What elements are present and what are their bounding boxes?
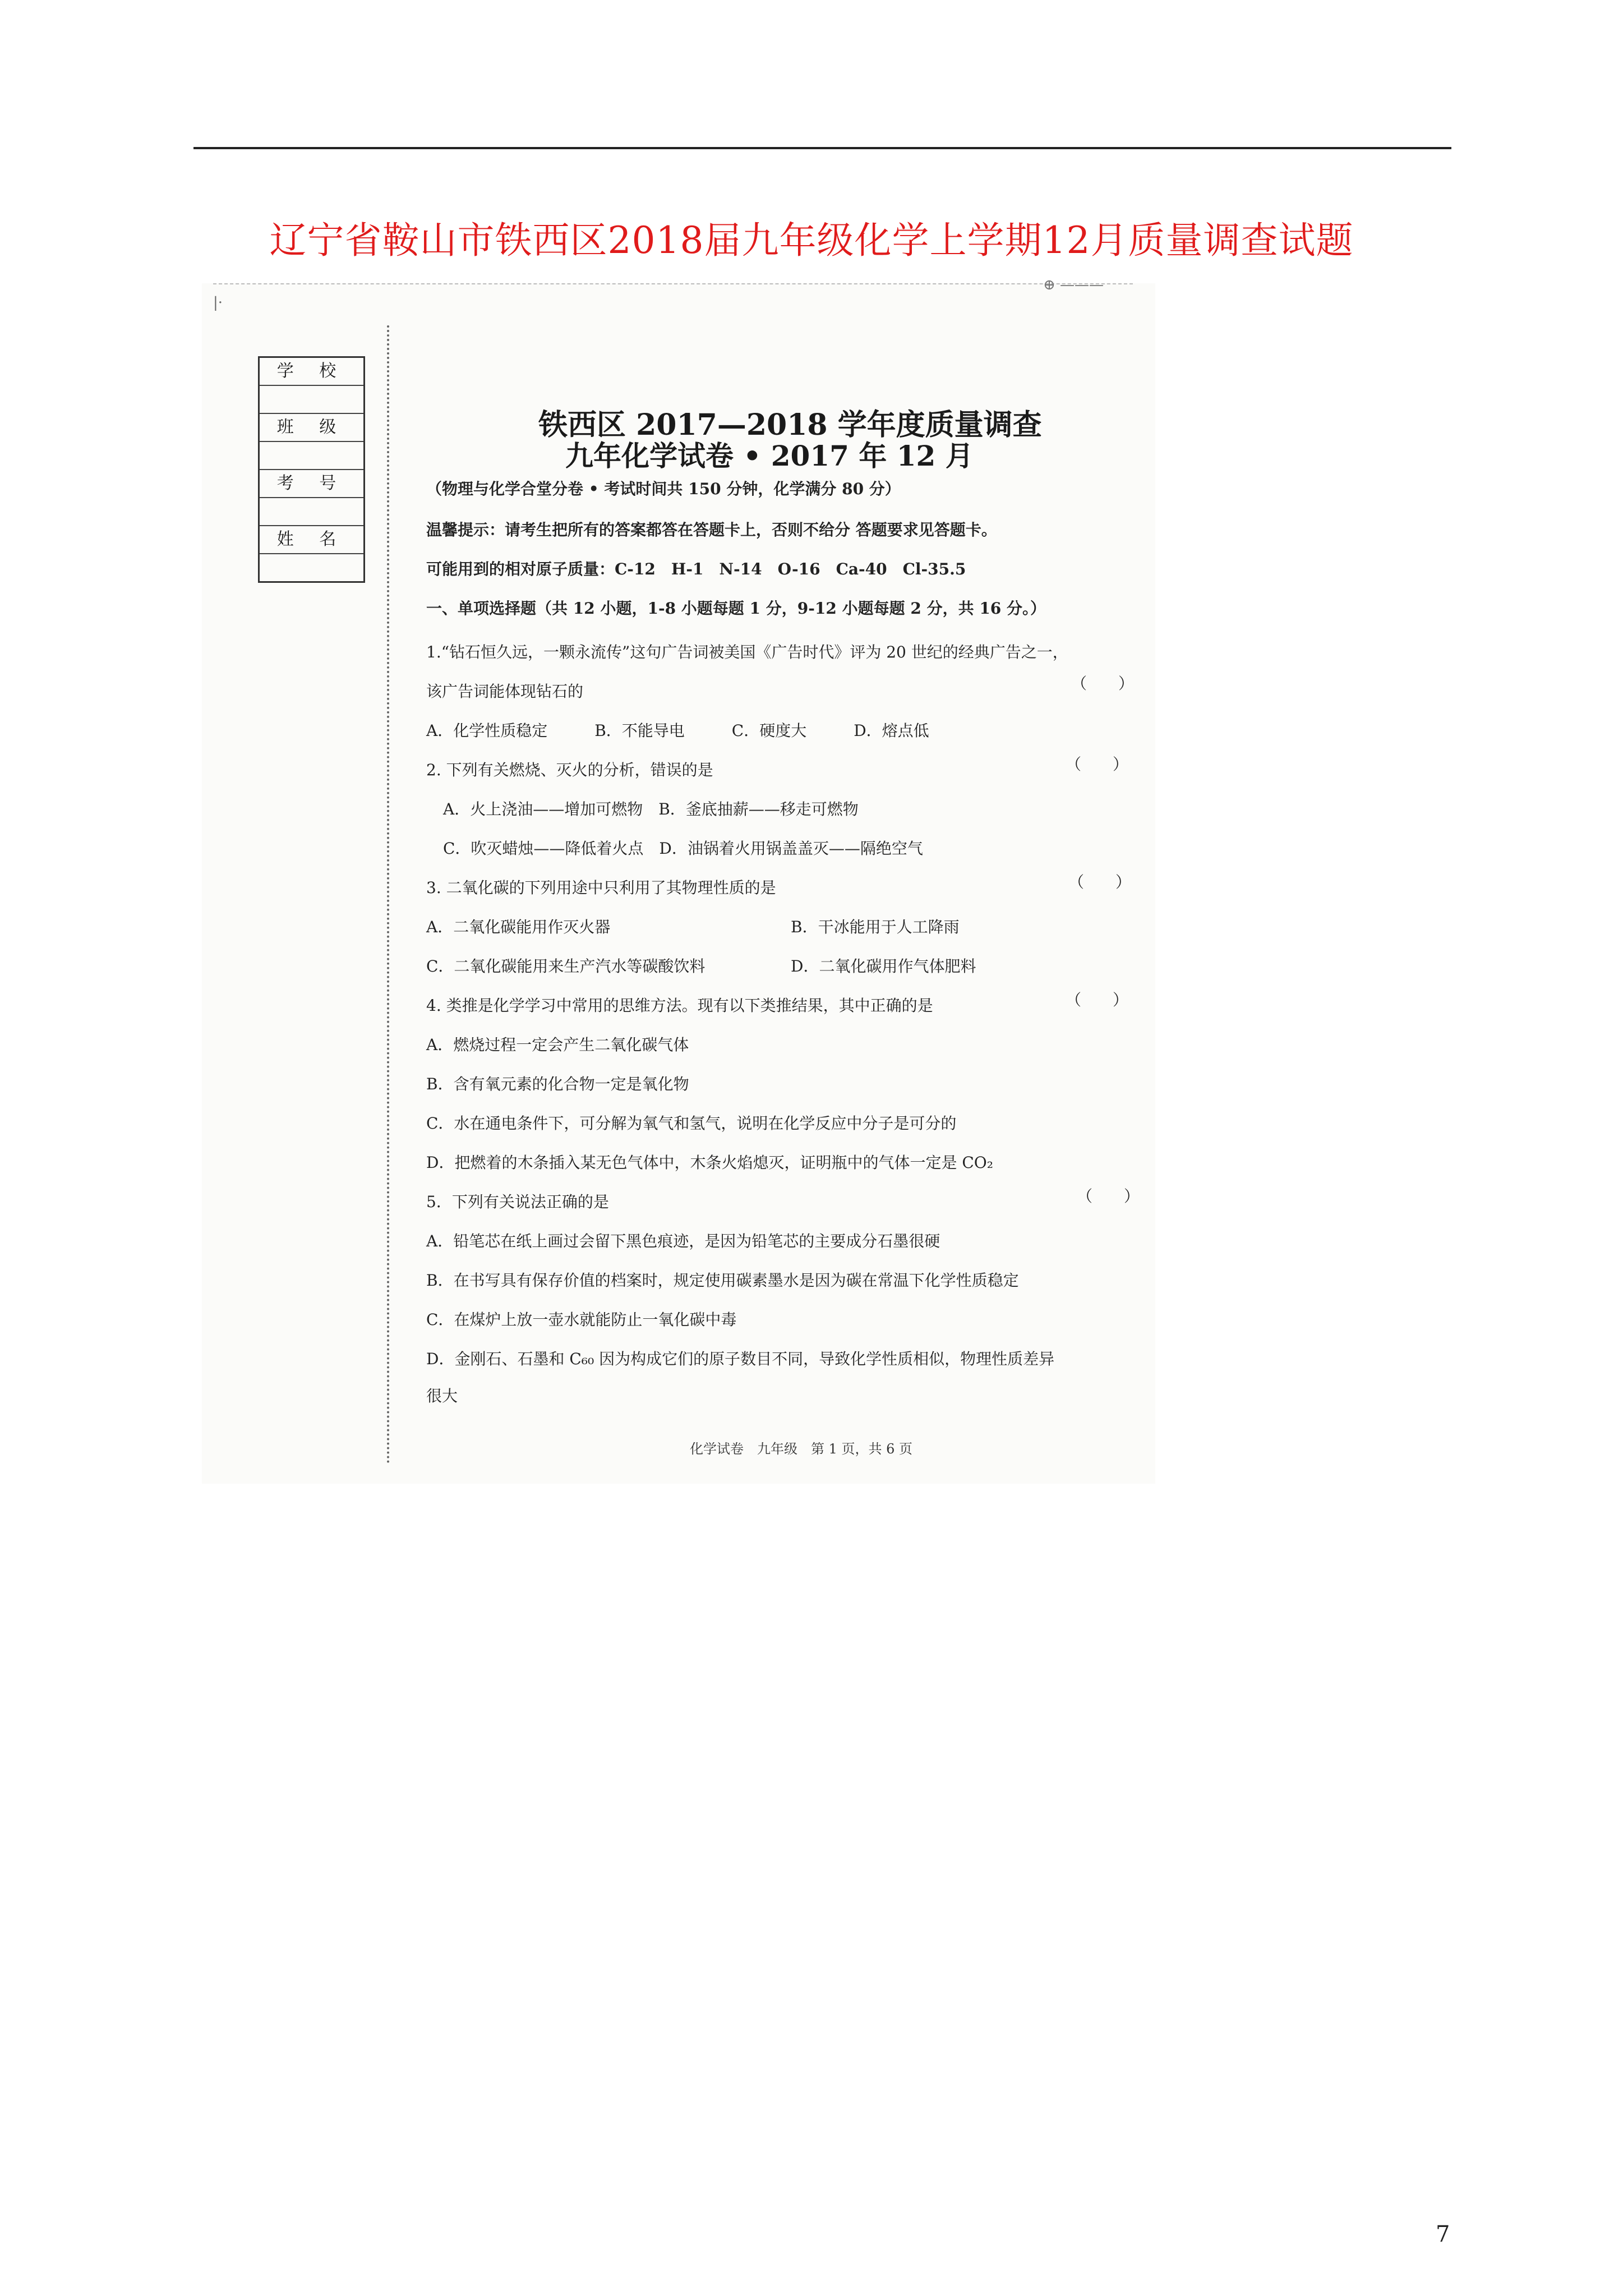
scan-mark-right: ⊕ ——— xyxy=(1043,277,1104,293)
question-2-options-ab: A．火上浇油——增加可燃物 B．釜底抽薪——移走可燃物 xyxy=(443,800,859,818)
info-blank-exam-number xyxy=(260,498,363,526)
info-blank-class xyxy=(260,442,363,470)
question-4-option-d: D．把燃着的木条插入某无色气体中，木条火焰熄灭，证明瓶中的气体一定是 CO₂ xyxy=(426,1153,993,1172)
document-title: 辽宁省鞍山市铁西区2018届九年级化学上学期12月质量调查试题 xyxy=(269,219,1354,262)
question-4-option-b: B．含有氧元素的化合物一定是氧化物 xyxy=(426,1075,689,1093)
page-number: 7 xyxy=(1436,2221,1450,2247)
binding-fold-line xyxy=(387,325,389,1464)
question-5-option-c: C．在煤炉上放一壶水就能防止一氧化碳中毒 xyxy=(426,1310,737,1329)
atomic-mass-line: 可能用到的相对原子质量：C-12 H-1 N-14 O-16 Ca-40 Cl-35.5 xyxy=(426,560,966,578)
question-3-option-b: B．干冰能用于人工降雨 xyxy=(791,918,960,936)
answer-paren-1: （ ） xyxy=(1071,674,1135,693)
answer-paren-2: （ ） xyxy=(1066,755,1129,774)
question-1-options: A．化学性质稳定 B．不能导电 C．硬度大 D．熔点低 xyxy=(426,721,929,740)
exam-header-line1: 铁西区 2017—2018 学年度质量调查 xyxy=(538,408,1042,442)
student-info-box xyxy=(258,356,365,583)
question-3-option-a: A．二氧化碳能用作灭火器 xyxy=(426,918,611,936)
question-3-option-c: C．二氧化碳能用来生产汽水等碳酸饮料 xyxy=(426,957,706,976)
section-heading: 一、单项选择题（共 12 小题，1-8 小题每题 1 分，9-12 小题每题 2 分，共 16 分。） xyxy=(426,599,1046,618)
question-4-option-a: A．燃烧过程一定会产生二氧化碳气体 xyxy=(426,1036,689,1054)
answer-paren-3: （ ） xyxy=(1068,873,1132,891)
question-5-option-a: A．铅笔芯在纸上画过会留下黑色痕迹，是因为铅笔芯的主要成分石墨很硬 xyxy=(426,1232,940,1250)
exam-header-line2: 九年化学试卷 • 2017 年 12 月 xyxy=(565,439,974,472)
question-3-stem: 3. 二氧化碳的下列用途中只利用了其物理性质的是 xyxy=(426,878,776,897)
question-5-stem: 5．下列有关说法正确的是 xyxy=(426,1193,609,1211)
exam-page-footer: 化学试卷 九年级 第 1 页，共 6 页 xyxy=(690,1441,913,1457)
info-label-school: 学 校 xyxy=(260,358,363,386)
info-label-class: 班 级 xyxy=(260,414,363,442)
info-label-exam-number: 考 号 xyxy=(260,470,363,498)
question-5-option-b: B．在书写具有保存价值的档案时，规定使用碳素墨水是因为碳在常温下化学性质稳定 xyxy=(426,1271,1019,1290)
info-blank-school xyxy=(260,386,363,414)
question-4-option-c: C．水在通电条件下，可分解为氧气和氢气，说明在化学反应中分子是可分的 xyxy=(426,1114,957,1133)
answer-paren-5: （ ） xyxy=(1077,1187,1140,1205)
top-rule xyxy=(193,147,1451,149)
info-blank-name xyxy=(260,554,363,581)
question-3-option-d: D．二氧化碳用作气体肥料 xyxy=(791,957,976,976)
question-4-stem: 4. 类推是化学学习中常用的思维方法。现有以下类推结果，其中正确的是 xyxy=(426,996,933,1015)
question-5-option-d-cont: 很大 xyxy=(426,1387,458,1405)
scan-mark-left: |· xyxy=(213,295,223,311)
question-2-options-cd: C．吹灭蜡烛——降低着火点 D．油锅着火用锅盖盖灭——隔绝空气 xyxy=(443,839,923,858)
info-label-name: 姓 名 xyxy=(260,526,363,554)
exam-subheader: （物理与化学合堂分卷 • 考试时间共 150 分钟，化学满分 80 分） xyxy=(426,480,901,498)
exam-tip: 温馨提示：请考生把所有的答案都答在答题卡上，否则不给分 答题要求见答题卡。 xyxy=(426,521,997,539)
question-5-option-d: D．金刚石、石墨和 C₆₀ 因为构成它们的原子数目不同，导致化学性质相似，物理性质差异 xyxy=(426,1350,1055,1368)
question-2-stem: 2. 下列有关燃烧、灭火的分析，错误的是 xyxy=(426,761,713,779)
question-1-stem: 1.“钻石恒久远，一颗永流传”这句广告词被美国《广告时代》评为 20 世纪的经典广告之一， xyxy=(426,643,1068,661)
scan-top-dashed-line xyxy=(213,283,1133,284)
question-1-stem-cont: 该广告词能体现钻石的 xyxy=(426,682,584,701)
scanned-exam-page xyxy=(202,277,1155,1484)
answer-paren-4: （ ） xyxy=(1066,991,1129,1009)
